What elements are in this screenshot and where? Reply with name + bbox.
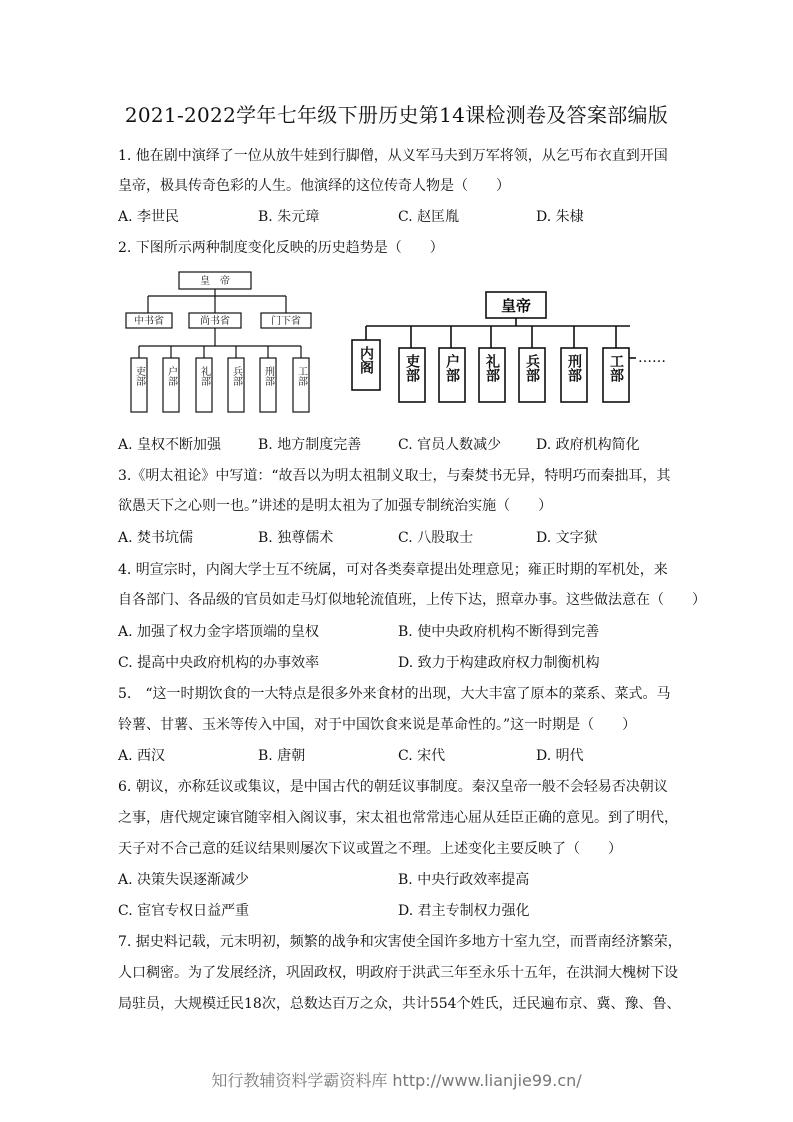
q1-option-c: C. 赵匡胤 <box>398 209 460 225</box>
q1-option-a: A. 李世民 <box>118 209 180 225</box>
right-ministry-label: 户部 <box>444 354 460 382</box>
left-shangshu-label: 尚书省 <box>200 316 230 327</box>
q6-option-b: B. 中央行政效率提高 <box>398 872 530 888</box>
q1-option-d: D. 朱棣 <box>536 209 584 225</box>
q6-line-2: 之事，唐代规定谏官随宰相入阁议事，宋太祖也常常违心屈从廷臣正确的意见。到了明代， <box>118 810 678 826</box>
q4-line-2: 自各部门、各品级的官员如走马灯似地轮流值班，上传下达，照章办事。这些做法意在（ ） <box>118 592 706 608</box>
q5-option-c: C. 宋代 <box>398 748 446 764</box>
q7-line-3: 局驻员，大规模迁民18次，总数达百万之众，共计554个姓氏，迁民遍布京、冀、豫、鲁、 <box>118 996 681 1012</box>
document-title: 2021-2022学年七年级下册历史第14课检测卷及答案部编版 <box>124 103 669 127</box>
q6-line-1: 6. 朝议，亦称廷议或集议，是中国古代的朝廷议事制度。秦汉皇帝一般不会轻易否决朝议 <box>118 779 668 795</box>
cabinet-diagram <box>346 286 686 410</box>
q4-option-c: C. 提高中央政府机构的办事效率 <box>118 655 320 671</box>
q3-option-d: D. 文字狱 <box>536 530 598 546</box>
q6-line-3: 天子对不合己意的廷议结果则屡次下议或置之不理。上述变化主要反映了（ ） <box>118 841 622 857</box>
q2-option-a: A. 皇权不断加强 <box>118 437 222 453</box>
left-ministry-label: 工部 <box>295 366 307 386</box>
q4-line-1: 4. 明宣宗时，内阁大学士互不统属，可对各类奏章提出处理意见；雍正时期的军机处，来 <box>118 562 668 578</box>
footer-watermark: 知行教辅资料学霸资料库 http://www.lianjie99.cn/ <box>211 1071 582 1090</box>
right-ministry-label: 兵部 <box>524 354 540 382</box>
left-ministry-label: 户部 <box>165 366 177 386</box>
q3-option-a: A. 焚书坑儒 <box>118 530 194 546</box>
right-ministry-label: 工部 <box>608 354 624 382</box>
three-departments-diagram <box>118 268 328 420</box>
q5-line-1: 5. “这一时期饮食的一大特点是很多外来食材的出现，大大丰富了原本的菜系、菜式。马 <box>118 686 671 702</box>
q1-line-2: 皇帝，极具传奇色彩的人生。他演绎的这位传奇人物是（ ） <box>118 178 510 194</box>
q5-line-2: 铃薯、甘薯、玉米等传入中国，对于中国饮食来说是革命性的。”这一时期是（ ） <box>118 717 637 733</box>
q2-line-1: 2. 下图所示两种制度变化反映的历史趋势是（ ） <box>118 240 444 256</box>
q4-option-d: D. 致力于构建政府权力制衡机构 <box>398 655 600 671</box>
right-ministry-label: 礼部 <box>484 354 500 382</box>
right-emperor-label: 皇帝 <box>500 297 532 315</box>
right-ministry-label: 吏部 <box>404 354 420 382</box>
q5-option-a: A. 西汉 <box>118 748 166 764</box>
left-emperor-label: 皇 帝 <box>200 276 230 287</box>
q3-line-2: 欲愚天下之心则一也。”讲述的是明太祖为了加强专制统治实施（ ） <box>118 498 553 514</box>
q6-option-c: C. 宦官专权日益严重 <box>118 903 250 919</box>
q7-line-2: 人口稠密。为了发展经济，巩固政权，明政府于洪武三年至永乐十五年，在洪洞大槐树下设 <box>118 965 678 981</box>
q6-option-d: D. 君主专制权力强化 <box>398 903 530 919</box>
q2-option-d: D. 政府机构简化 <box>536 437 640 453</box>
q7-line-1: 7. 据史料记载，元末明初，频繁的战争和灾害使全国许多地方十室九空，而晋南经济繁荣， <box>118 934 682 950</box>
left-ministry-label: 礼部 <box>198 366 210 386</box>
q1-line-1: 1. 他在剧中演绎了一位从放牛娃到行脚僧，从义军马夫到万军将领，从乞丐布衣直到开国 <box>118 148 668 164</box>
left-zhongshu-label: 中书省 <box>134 316 164 327</box>
q4-option-a: A. 加强了权力金字塔顶端的皇权 <box>118 624 320 640</box>
q2-option-b: B. 地方制度完善 <box>258 437 362 453</box>
q1-option-b: B. 朱元璋 <box>258 209 320 225</box>
left-ministry-label: 刑部 <box>262 366 274 386</box>
q5-option-b: B. 唐朝 <box>258 748 306 764</box>
right-ministry-label: 刑部 <box>566 354 582 382</box>
left-ministry-label: 兵部 <box>230 366 242 386</box>
q3-option-b: B. 独尊儒术 <box>258 530 334 546</box>
q3-line-1: 3.《明太祖论》中写道：“故吾以为明太祖制义取士，与秦焚书无异，特明巧而秦拙耳，其 <box>118 468 671 484</box>
q3-option-c: C. 八股取士 <box>398 530 474 546</box>
left-ministry-label: 吏部 <box>133 366 145 386</box>
left-menxia-label: 门下省 <box>271 316 301 327</box>
q2-option-c: C. 官员人数减少 <box>398 437 502 453</box>
q5-option-d: D. 明代 <box>536 748 584 764</box>
q6-option-a: A. 决策失误逐渐减少 <box>118 872 250 888</box>
right-ellipsis: …… <box>638 350 666 366</box>
right-cabinet-label: 内阁 <box>358 346 374 374</box>
q4-option-b: B. 使中央政府机构不断得到完善 <box>398 624 600 640</box>
